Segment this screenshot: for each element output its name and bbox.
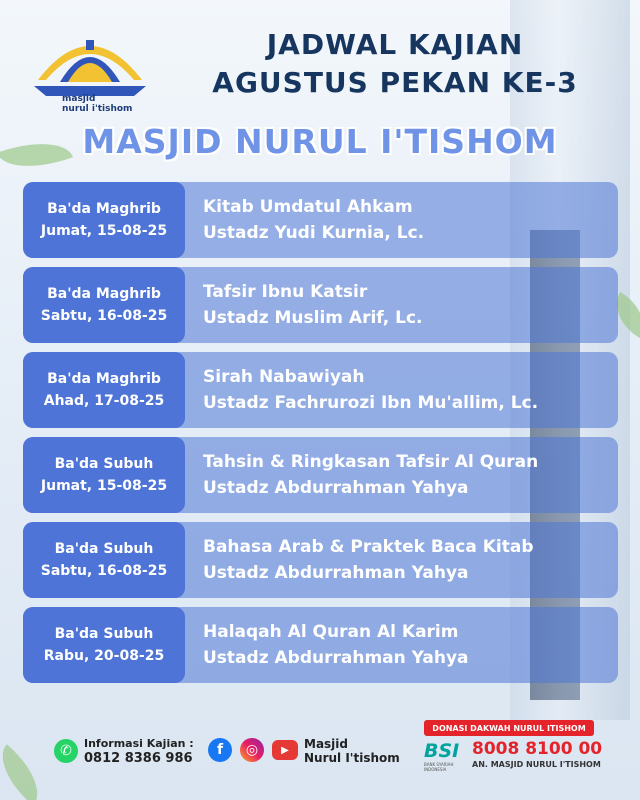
session-detail — [203, 182, 613, 258]
schedule-row — [23, 607, 618, 683]
youtube-icon[interactable]: ▶ — [272, 740, 298, 760]
session-time: Ba'da Subuh — [54, 541, 154, 557]
time-box — [23, 607, 185, 683]
session-time: Ba'da Maghrib — [47, 201, 161, 217]
schedule-row — [23, 182, 618, 258]
session-date: Jumat, 15-08-25 — [40, 478, 168, 494]
schedule-row — [23, 352, 618, 428]
session-topic: Kitab Umdatul Ahkam — [203, 197, 413, 217]
session-speaker: Ustadz Abdurrahman Yahya — [203, 648, 469, 668]
session-topic: Tafsir Ibnu Katsir — [203, 282, 368, 302]
whatsapp-icon[interactable]: ✆ — [54, 739, 78, 763]
account-number: 8008 8100 00 — [472, 739, 603, 759]
schedule-row — [23, 267, 618, 343]
session-topic: Bahasa Arab & Praktek Baca Kitab — [203, 537, 534, 557]
session-time: Ba'da Subuh — [54, 456, 154, 472]
session-time: Ba'da Subuh — [54, 626, 154, 642]
title-line2: AGUSTUS PEKAN KE-3 — [212, 66, 578, 99]
donasi-banner: DONASI DAKWAH NURUL ITISHOM — [424, 720, 594, 736]
session-date: Rabu, 20-08-25 — [43, 648, 165, 664]
bsi-logo: BSI — [424, 740, 460, 762]
time-box — [23, 182, 185, 258]
title-line1: JADWAL KAJIAN — [266, 28, 524, 61]
facebook-icon[interactable]: f — [208, 738, 232, 762]
session-date: Sabtu, 16-08-25 — [40, 308, 168, 324]
time-box — [23, 522, 185, 598]
bank-subtitle: BANK SYARIAH INDONESIA — [424, 762, 454, 772]
logo-line2: nurul i'tishom — [62, 104, 133, 114]
session-speaker: Ustadz Abdurrahman Yahya — [203, 563, 469, 583]
session-topic: Halaqah Al Quran Al Karim — [203, 622, 459, 642]
logo-text — [62, 94, 152, 114]
session-time: Ba'da Maghrib — [47, 286, 161, 302]
time-box — [23, 437, 185, 513]
info-label: Informasi Kajian : — [84, 737, 194, 750]
social-line2: Nurul I'tishom — [304, 751, 400, 765]
mosque-name: MASJID NURUL I'TISHOM — [82, 122, 558, 161]
session-speaker: Ustadz Fachrurozi Ibn Mu'allim, Lc. — [203, 393, 539, 413]
time-box — [23, 352, 185, 428]
logo-line1: masjid — [62, 94, 96, 104]
session-detail — [203, 522, 613, 598]
instagram-icon[interactable]: ◎ — [240, 738, 264, 762]
time-box — [23, 267, 185, 343]
session-topic: Tahsin & Ringkasan Tafsir Al Quran — [203, 452, 539, 472]
session-speaker: Ustadz Abdurrahman Yahya — [203, 478, 469, 498]
social-account-name — [304, 737, 414, 765]
info-phone[interactable]: 0812 8386 986 — [84, 751, 193, 766]
session-speaker: Ustadz Muslim Arif, Lc. — [203, 308, 423, 328]
schedule-row — [23, 437, 618, 513]
session-date: Sabtu, 16-08-25 — [40, 563, 168, 579]
session-detail — [203, 437, 613, 513]
session-detail — [203, 267, 613, 343]
session-detail — [203, 352, 613, 428]
session-topic: Sirah Nabawiyah — [203, 367, 365, 387]
social-line1: Masjid — [304, 737, 348, 751]
session-speaker: Ustadz Yudi Kurnia, Lc. — [203, 223, 425, 243]
session-detail — [203, 607, 613, 683]
session-time: Ba'da Maghrib — [47, 371, 161, 387]
schedule-row — [23, 522, 618, 598]
session-date: Jumat, 15-08-25 — [40, 223, 168, 239]
account-name: AN. MASJID NURUL I'TISHOM — [472, 760, 601, 769]
session-date: Ahad, 17-08-25 — [43, 393, 165, 409]
footer — [0, 712, 640, 800]
